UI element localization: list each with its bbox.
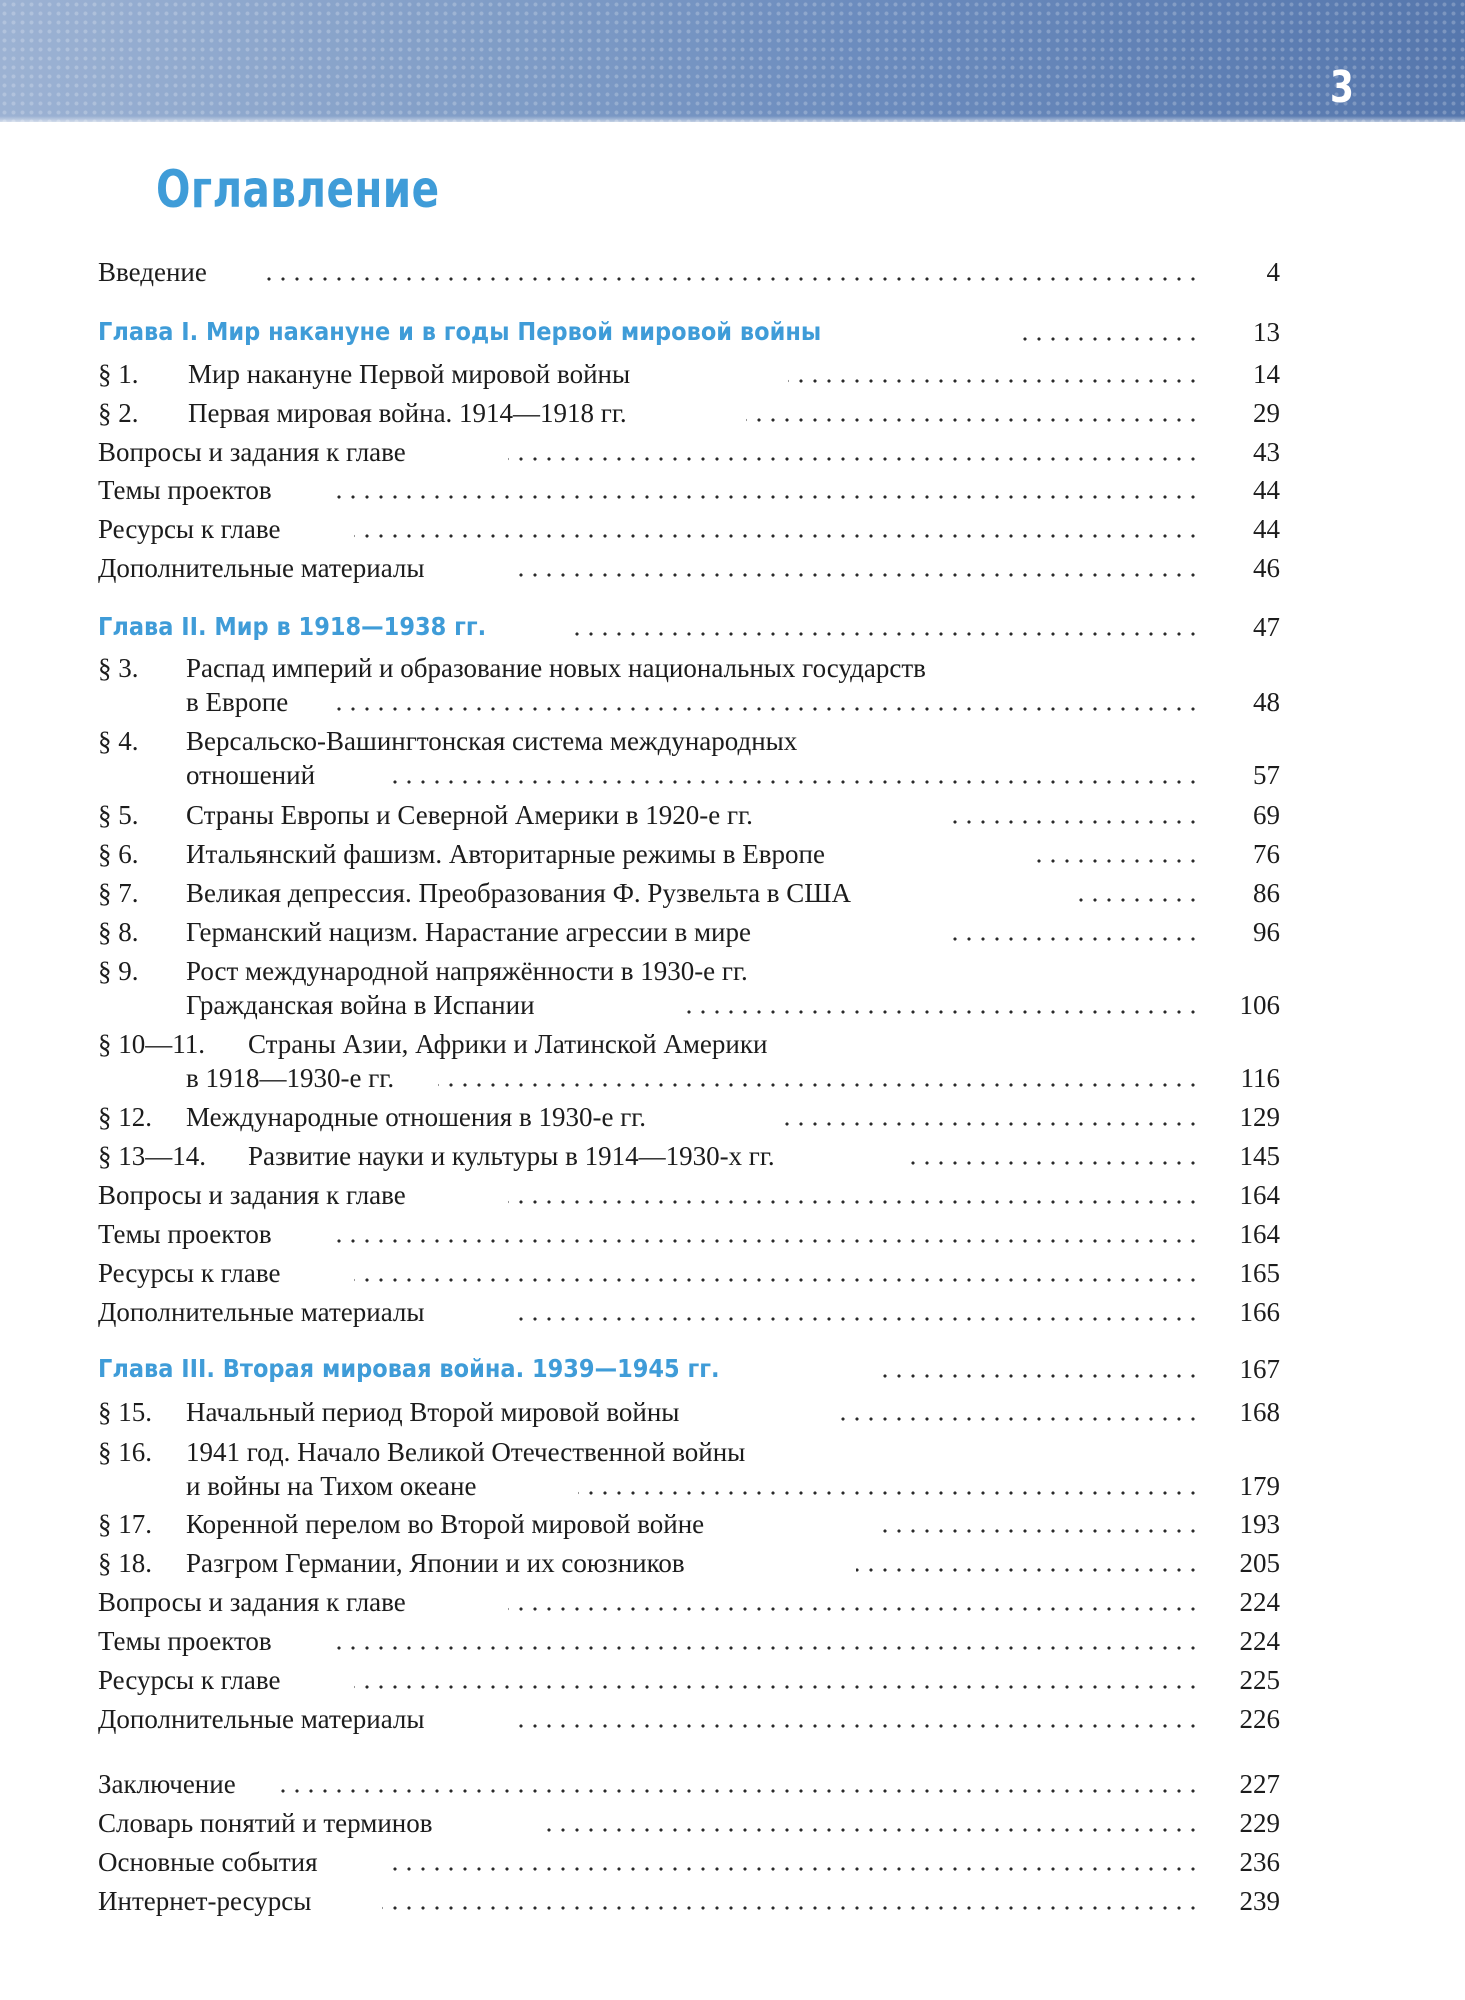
dot-leader <box>508 1606 1200 1612</box>
toc-page-number: 224 <box>1239 1587 1280 1617</box>
chapter-title: Глава I. Мир накануне и в годы Первой мировой войны <box>98 317 822 346</box>
toc-page-number: 116 <box>1240 1063 1280 1093</box>
toc-page-number: 48 <box>1253 687 1280 717</box>
section-title: Итальянский фашизм. Авторитарные режимы в Европе <box>186 839 825 869</box>
section-title-continued: и войны на Тихом океане <box>186 1471 477 1501</box>
toc-entry-label: Ресурсы к главе <box>98 1258 281 1288</box>
toc-page-number: 145 <box>1239 1141 1280 1171</box>
toc-section[interactable] <box>98 395 1280 431</box>
toc-entry-intro[interactable] <box>98 254 1280 290</box>
page-number: 3 <box>1330 62 1355 113</box>
section-title: Разгром Германии, Японии и их союзников <box>186 1548 685 1578</box>
dot-leader <box>334 1645 1200 1651</box>
dot-leader <box>1034 858 1200 864</box>
toc-entry-label: Темы проектов <box>98 475 272 505</box>
dot-leader <box>518 1723 1200 1729</box>
section-title-continued: в 1918—1930-е гг. <box>186 1063 395 1093</box>
section-number: § 4. <box>98 726 139 756</box>
dot-leader <box>518 572 1200 578</box>
toc-section[interactable] <box>98 1434 1280 1504</box>
dot-leader <box>778 1121 1200 1127</box>
toc-extra[interactable] <box>98 511 1280 547</box>
toc-page-number: 29 <box>1253 398 1280 428</box>
section-title-continued: отношений <box>186 760 316 790</box>
dot-leader <box>906 1160 1200 1166</box>
toc-chapter-3[interactable] <box>98 1351 1280 1387</box>
dot-leader <box>508 456 1200 462</box>
section-title: Развитие науки и культуры в 1914—1930-х гг. <box>248 1141 775 1171</box>
toc-page-number: 43 <box>1253 437 1280 467</box>
toc-entry-label: Вопросы и задания к главе <box>98 1180 406 1210</box>
toc-entry-label: Основные события <box>98 1847 318 1877</box>
toc-page-number: 46 <box>1253 553 1280 583</box>
dot-leader <box>788 378 1200 384</box>
toc-section[interactable] <box>98 356 1280 392</box>
toc-entry-label: Темы проектов <box>98 1626 272 1656</box>
dot-leader <box>438 1082 1200 1088</box>
toc-page-number: 57 <box>1253 760 1280 790</box>
section-title: Распад империй и образование новых национальных государств <box>186 653 926 683</box>
toc-closing-entry[interactable] <box>98 1844 1280 1880</box>
section-number: § 6. <box>98 839 139 869</box>
toc-extra[interactable] <box>98 1177 1280 1213</box>
toc-section[interactable] <box>98 1099 1280 1135</box>
section-number: § 8. <box>98 917 139 947</box>
dot-leader <box>838 1416 1200 1422</box>
toc-page-number: 86 <box>1253 878 1280 908</box>
toc-section[interactable] <box>98 1545 1280 1581</box>
section-title: Коренной перелом во Второй мировой войне <box>186 1509 705 1539</box>
toc-extra[interactable] <box>98 1294 1280 1330</box>
section-title: Великая депрессия. Преобразования Ф. Рузвельта в США <box>186 878 852 908</box>
toc-extra[interactable] <box>98 1701 1280 1737</box>
toc-section[interactable] <box>98 953 1280 1023</box>
toc-page-number: 229 <box>1239 1808 1280 1838</box>
section-number: § 16. <box>98 1437 152 1467</box>
section-number: § 7. <box>98 878 139 908</box>
dot-leader <box>746 417 1200 423</box>
dot-leader <box>874 1528 1200 1534</box>
section-title: Страны Азии, Африки и Латинской Америки <box>248 1029 768 1059</box>
section-title: Версальско-Вашингтонская система международных <box>186 726 798 756</box>
dot-leader <box>354 1684 1200 1690</box>
toc-page-number: 205 <box>1239 1548 1280 1578</box>
toc-page-number: 44 <box>1253 475 1280 505</box>
section-title: Рост международной напряжённости в 1930-е гг. <box>186 956 748 986</box>
toc-page-number: 236 <box>1239 1847 1280 1877</box>
toc-page-number: 164 <box>1239 1180 1280 1210</box>
section-number: § 15. <box>98 1397 152 1427</box>
toc-page-number: 76 <box>1253 839 1280 869</box>
toc-section[interactable] <box>98 723 1280 793</box>
toc-page-number: 166 <box>1239 1297 1280 1327</box>
toc-extra[interactable] <box>98 550 1280 586</box>
section-number: § 13—14. <box>98 1141 206 1171</box>
toc-page-number: 96 <box>1253 917 1280 947</box>
toc-page-number: 14 <box>1253 359 1280 389</box>
toc-extra[interactable] <box>98 1584 1280 1620</box>
toc-page-number: 168 <box>1239 1397 1280 1427</box>
toc-extra[interactable] <box>98 1662 1280 1698</box>
toc-page-number: 106 <box>1239 990 1280 1020</box>
dot-leader <box>354 533 1200 539</box>
toc-page-number: 4 <box>1266 257 1280 287</box>
toc-extra[interactable] <box>98 434 1280 470</box>
toc-page-number: 164 <box>1239 1219 1280 1249</box>
toc-closing-entry[interactable] <box>98 1766 1280 1802</box>
toc-section[interactable] <box>98 836 1280 872</box>
dot-leader <box>278 1788 1200 1794</box>
section-title: Международные отношения в 1930-е гг. <box>186 1102 647 1132</box>
dot-leader <box>538 1827 1200 1833</box>
toc-chapter-2[interactable] <box>98 609 1280 645</box>
chapter-title: Глава II. Мир в 1918—1938 гг. <box>98 612 487 641</box>
toc-page-number: 239 <box>1239 1886 1280 1916</box>
toc-section[interactable] <box>98 797 1280 833</box>
dot-leader <box>944 936 1200 942</box>
toc-entry-label: Введение <box>98 257 207 287</box>
dot-leader <box>518 1316 1200 1322</box>
dot-leader <box>258 276 1200 282</box>
section-title-continued: в Европе <box>186 687 289 717</box>
section-title: Первая мировая война. 1914—1918 гг. <box>188 398 627 428</box>
dot-leader <box>878 1373 1200 1379</box>
section-number: § 5. <box>98 800 139 830</box>
section-title: Германский нацизм. Нарастание агрессии в мире <box>186 917 751 947</box>
section-title-continued: Гражданская война в Испании <box>186 990 535 1020</box>
dot-leader <box>334 494 1200 500</box>
toc-page-number: 167 <box>1239 1354 1280 1384</box>
dot-leader <box>1016 336 1200 342</box>
toc-section[interactable] <box>98 650 1280 720</box>
section-number: § 18. <box>98 1548 152 1578</box>
section-number: § 1. <box>98 359 139 389</box>
toc-extra[interactable] <box>98 1216 1280 1252</box>
toc-section[interactable] <box>98 1026 1280 1096</box>
dot-leader <box>354 1277 1200 1283</box>
section-title: 1941 год. Начало Великой Отечественной войны <box>186 1437 746 1467</box>
toc-entry-label: Словарь понятий и терминов <box>98 1808 433 1838</box>
toc-section[interactable] <box>98 1138 1280 1174</box>
dot-leader <box>332 706 1200 712</box>
dot-leader <box>1078 897 1200 903</box>
dot-leader <box>578 1490 1200 1496</box>
toc-page-number: 47 <box>1253 612 1280 642</box>
chapter-title: Глава III. Вторая мировая война. 1939—1945 гг. <box>98 1354 720 1383</box>
toc-section[interactable] <box>98 1506 1280 1542</box>
section-number: § 2. <box>98 398 139 428</box>
toc-entry-label: Заключение <box>98 1769 236 1799</box>
toc-page-number: 69 <box>1253 800 1280 830</box>
toc-page-number: 225 <box>1239 1665 1280 1695</box>
toc-entry-label: Дополнительные материалы <box>98 1297 425 1327</box>
dot-leader <box>678 1009 1200 1015</box>
section-number: § 10—11. <box>98 1029 205 1059</box>
toc-entry-label: Дополнительные материалы <box>98 1704 425 1734</box>
toc-page-number: 224 <box>1239 1626 1280 1656</box>
toc-page-number: 165 <box>1239 1258 1280 1288</box>
toc-extra[interactable] <box>98 1255 1280 1291</box>
section-title: Начальный период Второй мировой войны <box>186 1397 680 1427</box>
toc-entry-label: Вопросы и задания к главе <box>98 1587 406 1617</box>
dot-leader <box>388 1866 1200 1872</box>
toc-page-number: 227 <box>1239 1769 1280 1799</box>
dot-leader <box>856 1567 1200 1573</box>
toc-page-number: 13 <box>1253 317 1280 347</box>
dot-leader <box>388 779 1200 785</box>
toc-entry-label: Темы проектов <box>98 1219 272 1249</box>
section-title: Страны Европы и Северной Америки в 1920-е гг. <box>186 800 753 830</box>
section-number: § 9. <box>98 956 139 986</box>
toc-extra[interactable] <box>98 1623 1280 1659</box>
toc-entry-label: Вопросы и задания к главе <box>98 437 406 467</box>
toc-chapter-1[interactable] <box>98 314 1280 350</box>
toc-entry-label: Интернет-ресурсы <box>98 1886 312 1916</box>
toc-page-number: 226 <box>1239 1704 1280 1734</box>
toc-page-number: 179 <box>1239 1471 1280 1501</box>
dot-leader <box>508 1199 1200 1205</box>
dot-leader <box>334 1238 1200 1244</box>
toc-entry-label: Дополнительные материалы <box>98 553 425 583</box>
toc-closing-entry[interactable] <box>98 1883 1280 1919</box>
dot-leader <box>568 631 1200 637</box>
section-number: § 12. <box>98 1102 152 1132</box>
dot-leader <box>944 819 1200 825</box>
toc-entry-label: Ресурсы к главе <box>98 514 281 544</box>
toc-section[interactable] <box>98 875 1280 911</box>
toc-entry-label: Ресурсы к главе <box>98 1665 281 1695</box>
section-number: § 17. <box>98 1509 152 1539</box>
section-number: § 3. <box>98 653 139 683</box>
toc-extra[interactable] <box>98 472 1280 508</box>
toc-page-number: 129 <box>1239 1102 1280 1132</box>
toc-page-number: 193 <box>1239 1509 1280 1539</box>
toc-title: Оглавление <box>156 160 440 220</box>
section-title: Мир накануне Первой мировой войны <box>188 359 631 389</box>
toc-section[interactable] <box>98 1394 1280 1430</box>
dot-leader <box>382 1905 1200 1911</box>
toc-section[interactable] <box>98 914 1280 950</box>
toc-page-number: 44 <box>1253 514 1280 544</box>
toc-closing-entry[interactable] <box>98 1805 1280 1841</box>
